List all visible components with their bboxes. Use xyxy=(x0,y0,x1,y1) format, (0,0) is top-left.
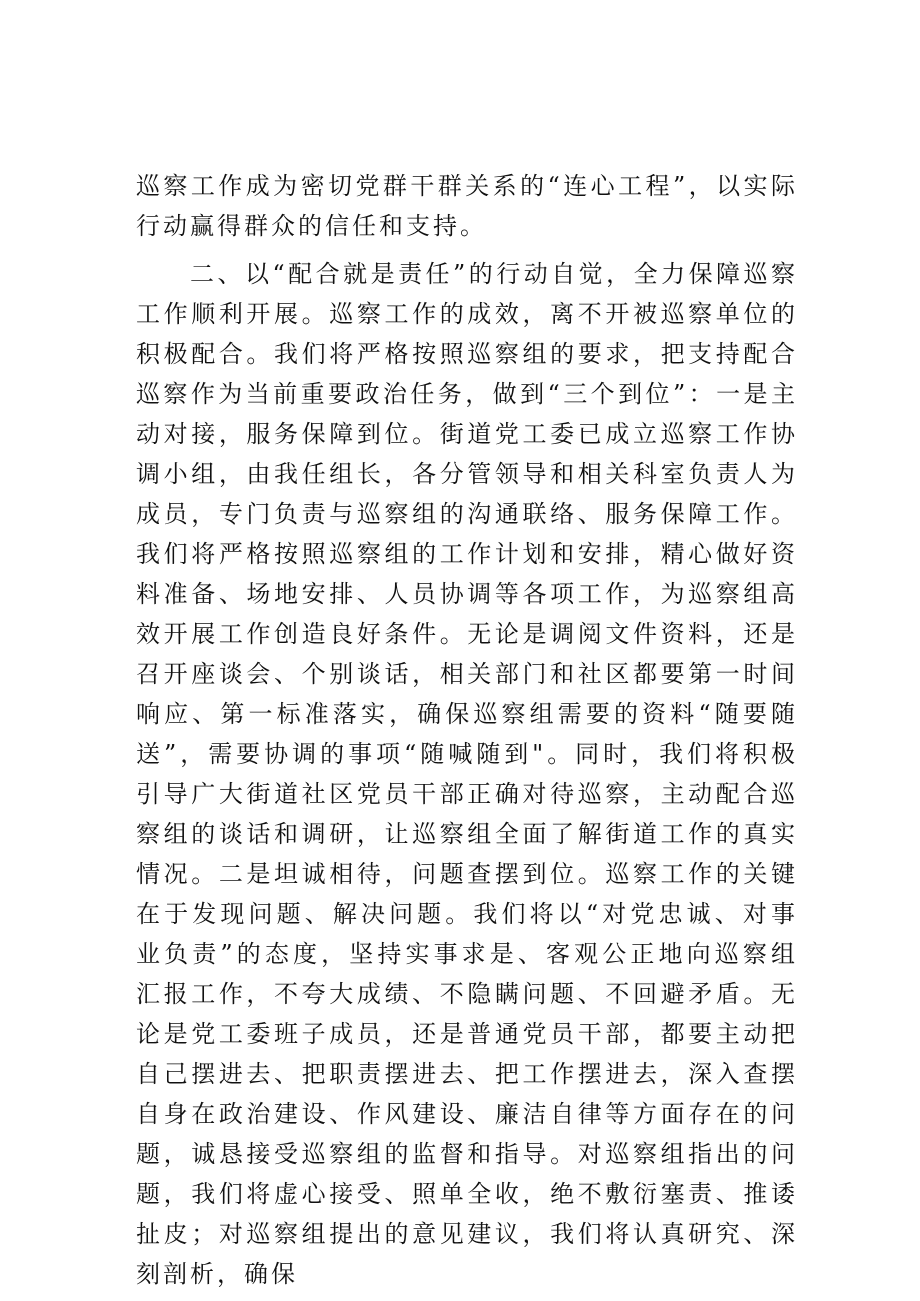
paragraph-continuation: 巡察工作成为密切党群干群关系的“连心工程”，以实际行动赢得群众的信任和支持。 xyxy=(136,172,798,240)
paragraph-section-two: 二、以“配合就是责任”的行动自觉，全力保障巡察工作顺利开展。巡察工作的成效，离不开被巡察单位的积极配合。我们将严格按照巡察组的要求，把支持配合巡察作为当前重要政治任务，做到“三个到位”：一是主动对接，服务保障到位。街道党工委已成立巡察工作协调小组，由我任组长，各分管领导和相关科室负责人为成员，专门负责与巡察组的沟通联络、服务保障工作。我们将严格按照巡察组的工作计划和安排，精心做好资料准备、场地安排、人员协调等各项工作，为巡察组高效开展工作创造良好条件。无论是调阅文件资料，还是召开座谈会、个别谈话，相关部门和社区都要第一时间响应、第一标准落实，确保巡察组需要的资料“随要随送”，需要协调的事项“随喊随到"。同时，我们将积极引导广大街道社区党员干部正确对待巡察，主动配合巡察组的谈话和调研，让巡察组全面了解街道工作的真实情况。二是坦诚相待，问题查摆到位。巡察工作的关键在于发现问题、解决问题。我们将以“对党忠诚、对事业负责”的态度，坚持实事求是、客观公正地向巡察组汇报工作，不夸大成绩、不隐瞒问题、不回避矛盾。无论是党工委班子成员，还是普通党员干部，都要主动把自己摆进去、把职责摆进去、把工作摆进去，深入查摆自身在政治建设、作风建设、廉洁自律等方面存在的问题，诚恳接受巡察组的监督和指导。对巡察组指出的问题，我们将虚心接受、照单全收，绝不敷衍塞责、推诿扯皮；对巡察组提出的意见建议，我们将认真研究、深刻剖析，确保 xyxy=(136,260,798,1288)
